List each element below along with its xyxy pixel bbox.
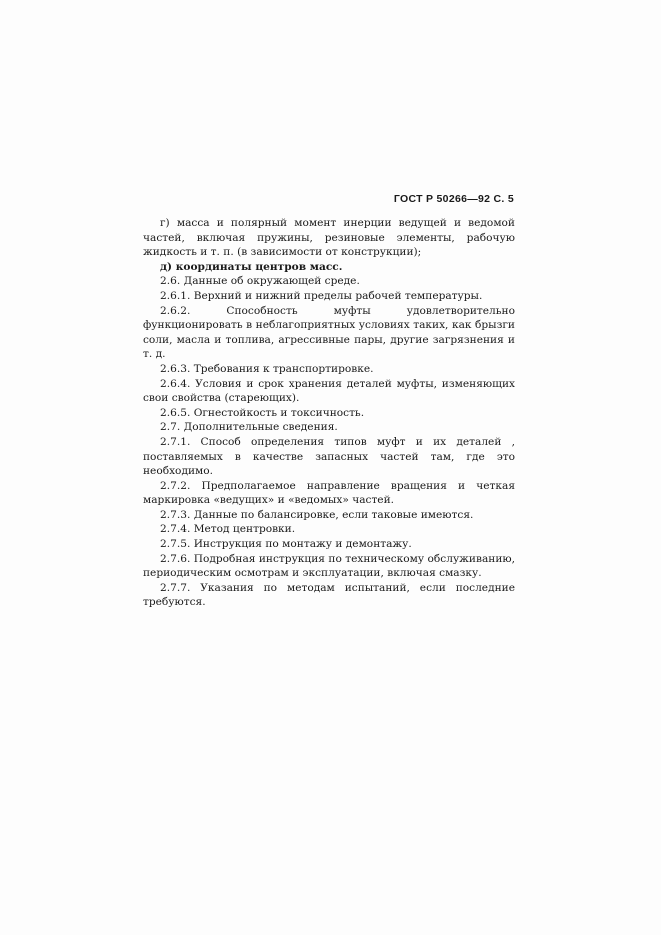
clause-2-7-1: 2.7.1. Способ определения типов муфт и их деталей , поставляемых в качестве запасных частей там, где это необходимо. bbox=[143, 435, 515, 478]
clause-2-7-5: 2.7.5. Инструкция по монтажу и демонтажу. bbox=[160, 538, 412, 551]
clause-2-6-1: 2.6.1. Верхний и нижний пределы рабочей температуры. bbox=[160, 289, 483, 302]
section-2-7: 2.7. Дополнительные сведения. bbox=[160, 421, 338, 434]
standard-header: ГОСТ Р 50266—92 С. 5 bbox=[393, 193, 514, 205]
document-body bbox=[143, 216, 515, 610]
clause-2-6-3: 2.6.3. Требования к транспортировке. bbox=[160, 362, 374, 375]
clause-2-6-4: 2.6.4. Условия и срок хранения деталей муфты, изменяющих свои свойства (стареющих). bbox=[143, 377, 515, 405]
clause-2-7-6: 2.7.6. Подробная инструкция по техническому обслуживанию, периодическим осмотрам и эксплуатации, включая смазку. bbox=[143, 552, 515, 580]
clause-2-7-7: 2.7.7. Указания по методам испытаний, если последние требуются. bbox=[143, 581, 515, 609]
clause-2-7-3: 2.7.3. Данные по балансировке, если таковые имеются. bbox=[160, 508, 474, 521]
section-2-6: 2.6. Данные об окружающей среде. bbox=[160, 275, 360, 288]
clause-2-6-5: 2.6.5. Огнестойкость и токсичность. bbox=[160, 406, 365, 419]
clause-2-7-2: 2.7.2. Предполагаемое направление вращения и четкая маркировка «ведущих» и «ведомых» частей. bbox=[143, 479, 515, 507]
clause-2-7-4: 2.7.4. Метод центровки. bbox=[160, 523, 296, 536]
paragraph-d-mass-centers: д) координаты центров масс. bbox=[160, 260, 343, 273]
clause-2-6-2: 2.6.2. Способность муфты удовлетворительно функционировать в неблагоприятных условиях таких, как брызги соли, масла и топлива, агрессивные пары, другие загрязнения и т. д. bbox=[143, 304, 515, 361]
paragraph-g-mass-inertia: г) масса и полярный момент инерции ведущей и ведомой частей, включая пружины, резиновые элементы, рабочую жидкость и т. п. (в зависимости от конструкции); bbox=[143, 217, 515, 259]
